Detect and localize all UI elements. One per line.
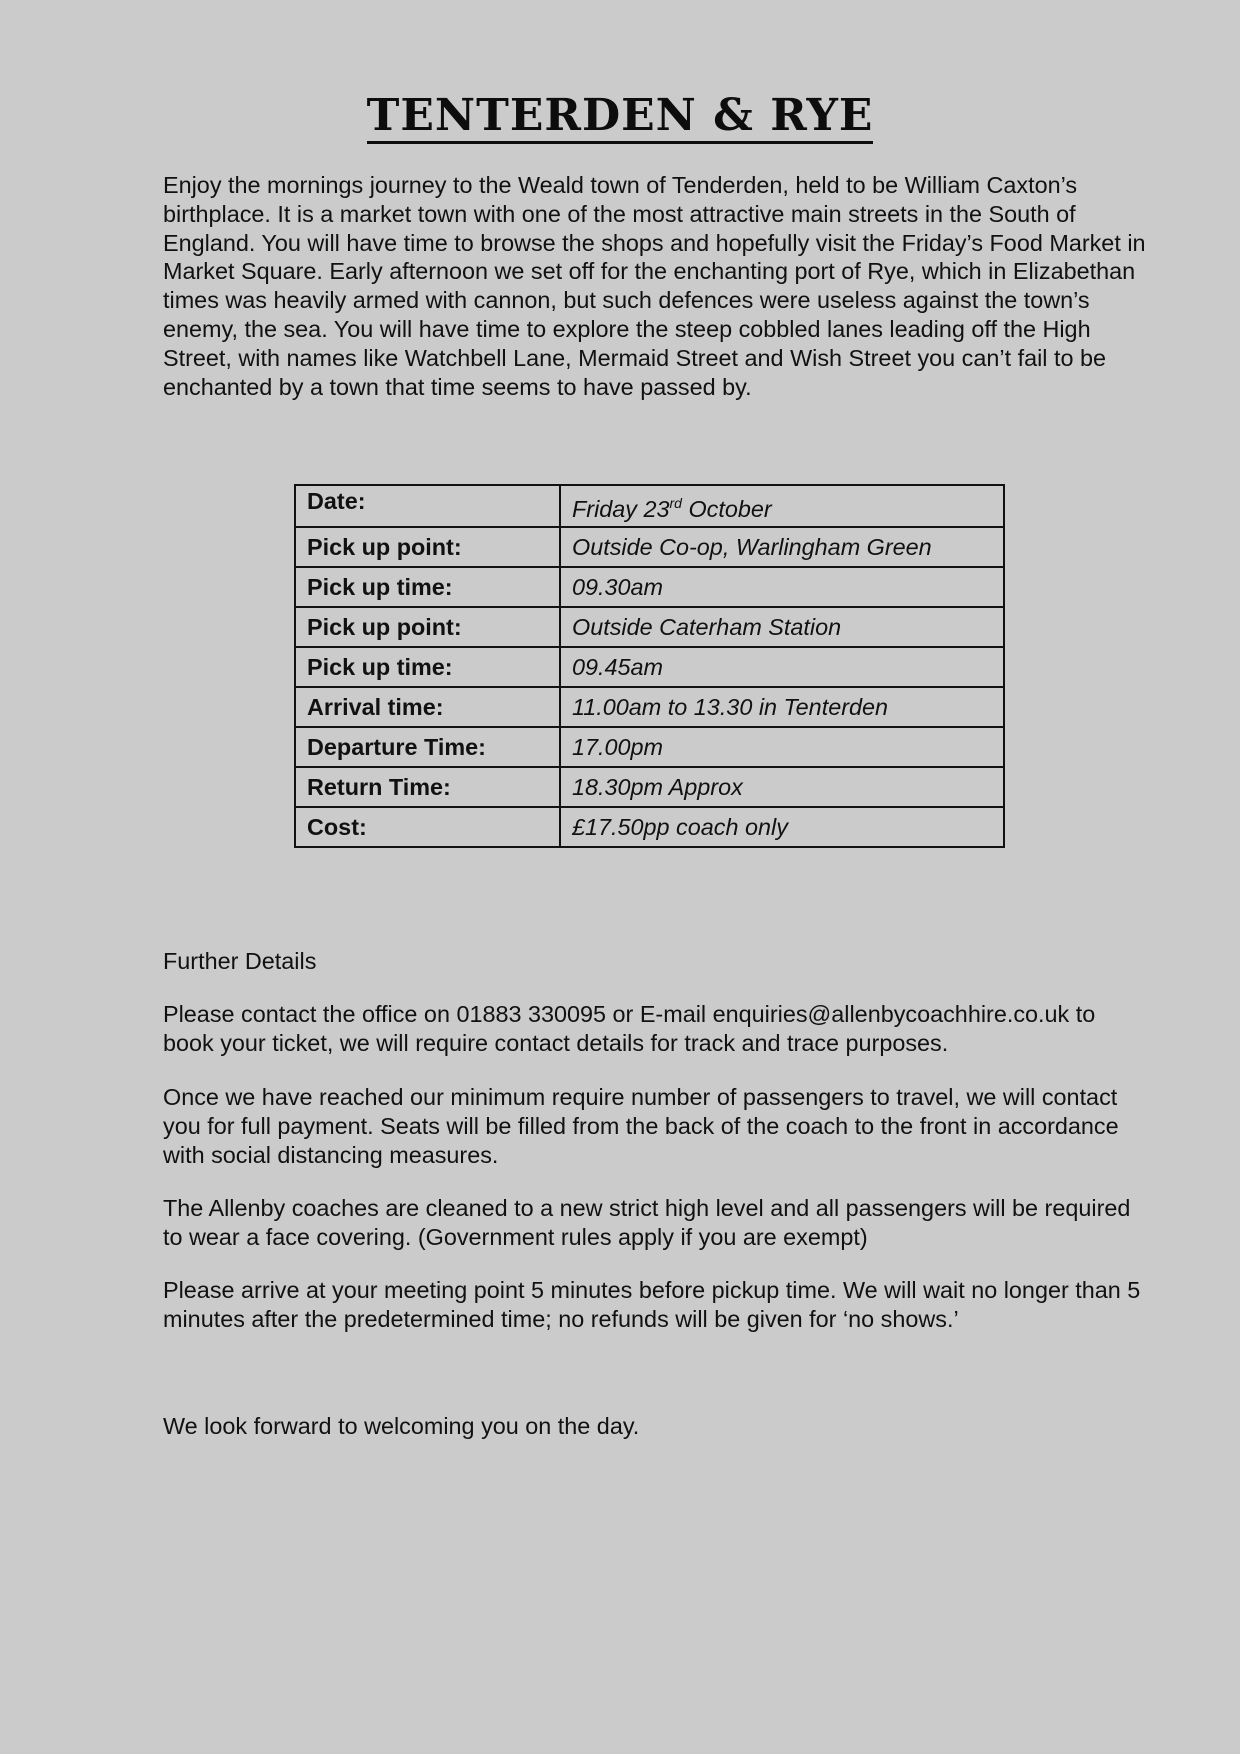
pickup-point-label: Pick up point: xyxy=(295,527,560,567)
return-time-label: Return Time: xyxy=(295,767,560,807)
table-row xyxy=(295,687,1004,727)
closing-line: We look forward to welcoming you on the day. xyxy=(163,1413,640,1439)
date-suffix: October xyxy=(681,496,772,522)
table-row xyxy=(295,807,1004,847)
table-row xyxy=(295,647,1004,687)
further-details-heading: Further Details xyxy=(163,948,317,974)
pickup-point-value: Outside Caterham Station xyxy=(560,607,1004,647)
return-time-value: 18.30pm Approx xyxy=(560,767,1004,807)
arrival-time-value: 11.00am to 13.30 in Tenterden xyxy=(560,687,1004,727)
date-ordinal: rd xyxy=(669,495,682,511)
pickup-time-label: Pick up time: xyxy=(295,647,560,687)
pickup-point-value: Outside Co-op, Warlingham Green xyxy=(560,527,1004,567)
departure-time-value: 17.00pm xyxy=(560,727,1004,767)
pickup-time-value: 09.45am xyxy=(560,647,1004,687)
contact-paragraph: Please contact the office on 01883 330095 or E-mail enquiries@allenbycoachhire.co.uk to book your ticket, we will require contact details for track and trace purposes. xyxy=(163,1001,1096,1056)
departure-time-label: Departure Time: xyxy=(295,727,560,767)
title-text: TENTERDEN & RYE xyxy=(367,90,874,144)
arrival-paragraph: Please arrive at your meeting point 5 minutes before pickup time. We will wait no longer than 5 minutes after the predetermined time; no refunds will be given for ‘no shows.’ xyxy=(163,1277,1141,1332)
cleaning-paragraph: The Allenby coaches are cleaned to a new strict high level and all passengers will be required to wear a face covering. (Government rules apply if you are exempt) xyxy=(163,1195,1131,1250)
date-prefix: Friday 23 xyxy=(572,496,670,522)
table-row xyxy=(295,485,1004,527)
pickup-time-value: 09.30am xyxy=(560,567,1004,607)
date-value xyxy=(560,485,1004,527)
page-title xyxy=(0,88,1240,144)
trip-details-table xyxy=(294,484,1005,848)
intro-paragraph: Enjoy the mornings journey to the Weald town of Tenderden, held to be William Caxton’s birthplace. It is a market town with one of the most attractive main streets in the South of England. You will have time to browse the shops and hopefully visit the Friday’s Food Market in Market Square. Early afternoon we set off for the enchanting port of Rye, which in Elizabethan times was heavily armed with cannon, but such defences were useless against the town’s enemy, the sea. You will have time to explore the steep cobbled lanes leading off the High Street, with names like Watchbell Lane, Mermaid Street and Wish Street you can’t fail to be enchanted by a town that time seems to have passed by. xyxy=(163,172,1146,400)
table-row xyxy=(295,527,1004,567)
cost-value: £17.50pp coach only xyxy=(560,807,1004,847)
payment-paragraph: Once we have reached our minimum require number of passengers to travel, we will contact you for full payment. Seats will be filled from the back of the coach to the front in accordance with social distancing measures. xyxy=(163,1084,1119,1168)
pickup-time-label: Pick up time: xyxy=(295,567,560,607)
date-label: Date: xyxy=(295,485,560,527)
table-row xyxy=(295,567,1004,607)
table-row xyxy=(295,607,1004,647)
pickup-point-label: Pick up point: xyxy=(295,607,560,647)
cost-label: Cost: xyxy=(295,807,560,847)
table-row xyxy=(295,727,1004,767)
table-row xyxy=(295,767,1004,807)
arrival-time-label: Arrival time: xyxy=(295,687,560,727)
